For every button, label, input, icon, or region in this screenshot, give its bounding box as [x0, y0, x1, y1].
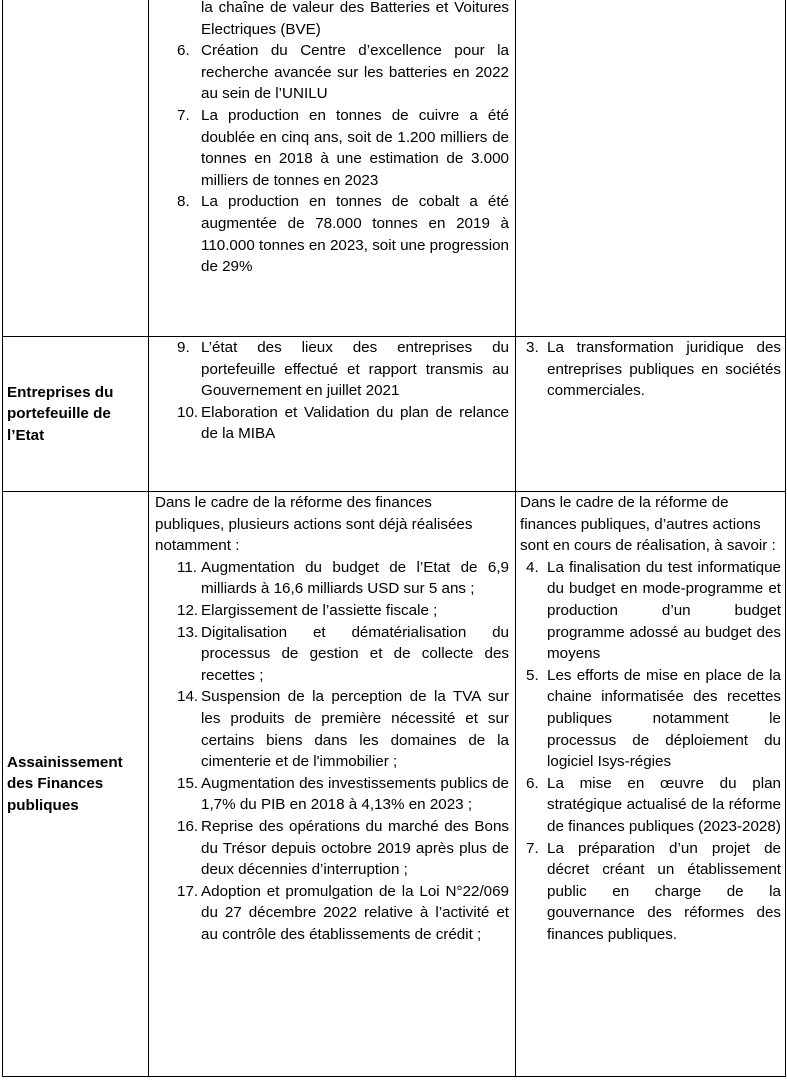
list-item [149, 191, 515, 277]
item-number: 7. [177, 106, 190, 124]
list-item [149, 557, 515, 600]
list-item-text: La mise en œuvre du plan stratégique actualisé de la réforme de finances publiques (2023-2028) [547, 774, 781, 835]
list-item-text: La préparation d’un projet de décret créant un établissement public en charge de la gouvernance des réformes des finances publiques. [547, 839, 781, 943]
list-item [149, 105, 515, 191]
item-number: 13. [177, 623, 199, 641]
list-item-text: Augmentation du budget de l’Etat de 6,9 milliards à 16,6 milliards USD sur 5 ans ; [201, 558, 509, 598]
list-item [149, 773, 515, 816]
achievements-list [149, 0, 515, 278]
list-item-text: Elargissement de l’assiette fiscale ; [201, 601, 438, 619]
item-number: 6. [177, 42, 190, 60]
item-number: 15. [177, 774, 199, 792]
list-item [516, 337, 785, 402]
achievements-cell [149, 337, 516, 492]
table-row [3, 337, 786, 492]
list-item [149, 686, 515, 772]
list-item [149, 0, 515, 40]
section-intro: Dans le cadre de la réforme de finances publiques, d’autres actions sont en cours de réalisation, à savoir : [520, 494, 776, 555]
achievements-cell [149, 492, 516, 1077]
row-label: Entreprises du portefeuille de l’Etat [3, 337, 149, 492]
list-item [516, 773, 785, 838]
item-number: 4. [526, 558, 539, 576]
list-item [149, 40, 515, 105]
reform-table [2, 0, 786, 1077]
item-number: 14. [177, 688, 199, 706]
in-progress-list [516, 557, 785, 946]
list-item-text: la chaîne de valeur des Batteries et Voitures Electriques (BVE) [201, 0, 509, 38]
list-item [149, 600, 515, 622]
in-progress-cell [516, 492, 786, 1077]
list-item-text: Reprise des opérations du marché des Bons du Trésor depuis octobre 2019 après plus de deux décennies d’interruption ; [201, 817, 509, 879]
in-progress-cell [516, 0, 786, 337]
item-number: 17. [177, 882, 199, 900]
table-row [3, 492, 786, 1077]
list-item-text: La finalisation du test informatique du budget en mode-programme et production d’un budget programme adossé au budget des moyens [547, 558, 781, 663]
achievements-list [149, 337, 515, 445]
list-item [516, 665, 785, 773]
section-intro: Dans le cadre de la réforme des finances publiques, plusieurs actions sont déjà réalisées notamment : [155, 494, 473, 555]
item-number: 7. [526, 839, 539, 857]
achievements-cell [149, 0, 516, 337]
list-item [516, 838, 785, 946]
list-item-text: L’état des lieux des entreprises du portefeuille effectué et rapport transmis au Gouvernement en juillet 2021 [201, 339, 509, 400]
item-number: 10. [177, 403, 199, 421]
list-item [149, 816, 515, 881]
table-row [3, 0, 786, 337]
row-label: Assainissement des Finances publiques [3, 492, 149, 1077]
list-item-text: Création du Centre d’excellence pour la recherche avancée sur les batteries en 2022 au sein de l’UNILU [201, 42, 509, 103]
list-item-text: Adoption et promulgation de la Loi N°22/069 du 27 décembre 2022 relative à l’activité et au contrôle des établissements de crédit ; [201, 882, 509, 943]
item-number: 8. [177, 193, 190, 211]
list-item [149, 402, 515, 445]
list-item [149, 881, 515, 946]
list-item [149, 337, 515, 402]
item-number: 9. [177, 339, 190, 356]
in-progress-list [516, 337, 785, 402]
list-item-text: Les efforts de mise en place de la chaine informatisée des recettes publiques notamment le processus de déploiement du logiciel Isys-régies [547, 666, 781, 771]
list-item-text: La production en tonnes de cuivre a été doublée en cinq ans, soit de 1.200 milliers de tonnes en 2018 à une estimation de 3.000 milliers de tonnes en 2023 [201, 106, 509, 189]
item-number: 6. [526, 774, 539, 792]
item-number: 5. [526, 666, 539, 684]
list-item-text: Elaboration et Validation du plan de relance de la MIBA [201, 403, 509, 443]
list-item-text: Suspension de la perception de la TVA sur les produits de première nécessité et sur certains biens dans les domaines de la cimenterie et de l'immobilier ; [201, 688, 509, 771]
item-number: 11. [177, 558, 197, 576]
list-item-text: La transformation juridique des entreprises publiques en sociétés commerciales. [547, 339, 781, 400]
row-label-cell [3, 0, 149, 337]
in-progress-cell [516, 337, 786, 492]
item-number: 3. [526, 339, 539, 356]
list-item [149, 622, 515, 687]
achievements-list [149, 557, 515, 946]
list-item [516, 557, 785, 665]
list-item-text: Digitalisation et dématérialisation du processus de gestion et de collecte des recettes ; [201, 623, 509, 684]
list-item-text: La production en tonnes de cobalt a été augmentée de 78.000 tonnes en 2019 à 110.000 tonnes en 2023, soit une progression de 29% [201, 193, 509, 276]
item-number: 12. [177, 601, 199, 619]
item-number: 16. [177, 817, 199, 835]
list-item-text: Augmentation des investissements publics de 1,7% du PIB en 2018 à 4,13% en 2023 ; [201, 774, 509, 814]
